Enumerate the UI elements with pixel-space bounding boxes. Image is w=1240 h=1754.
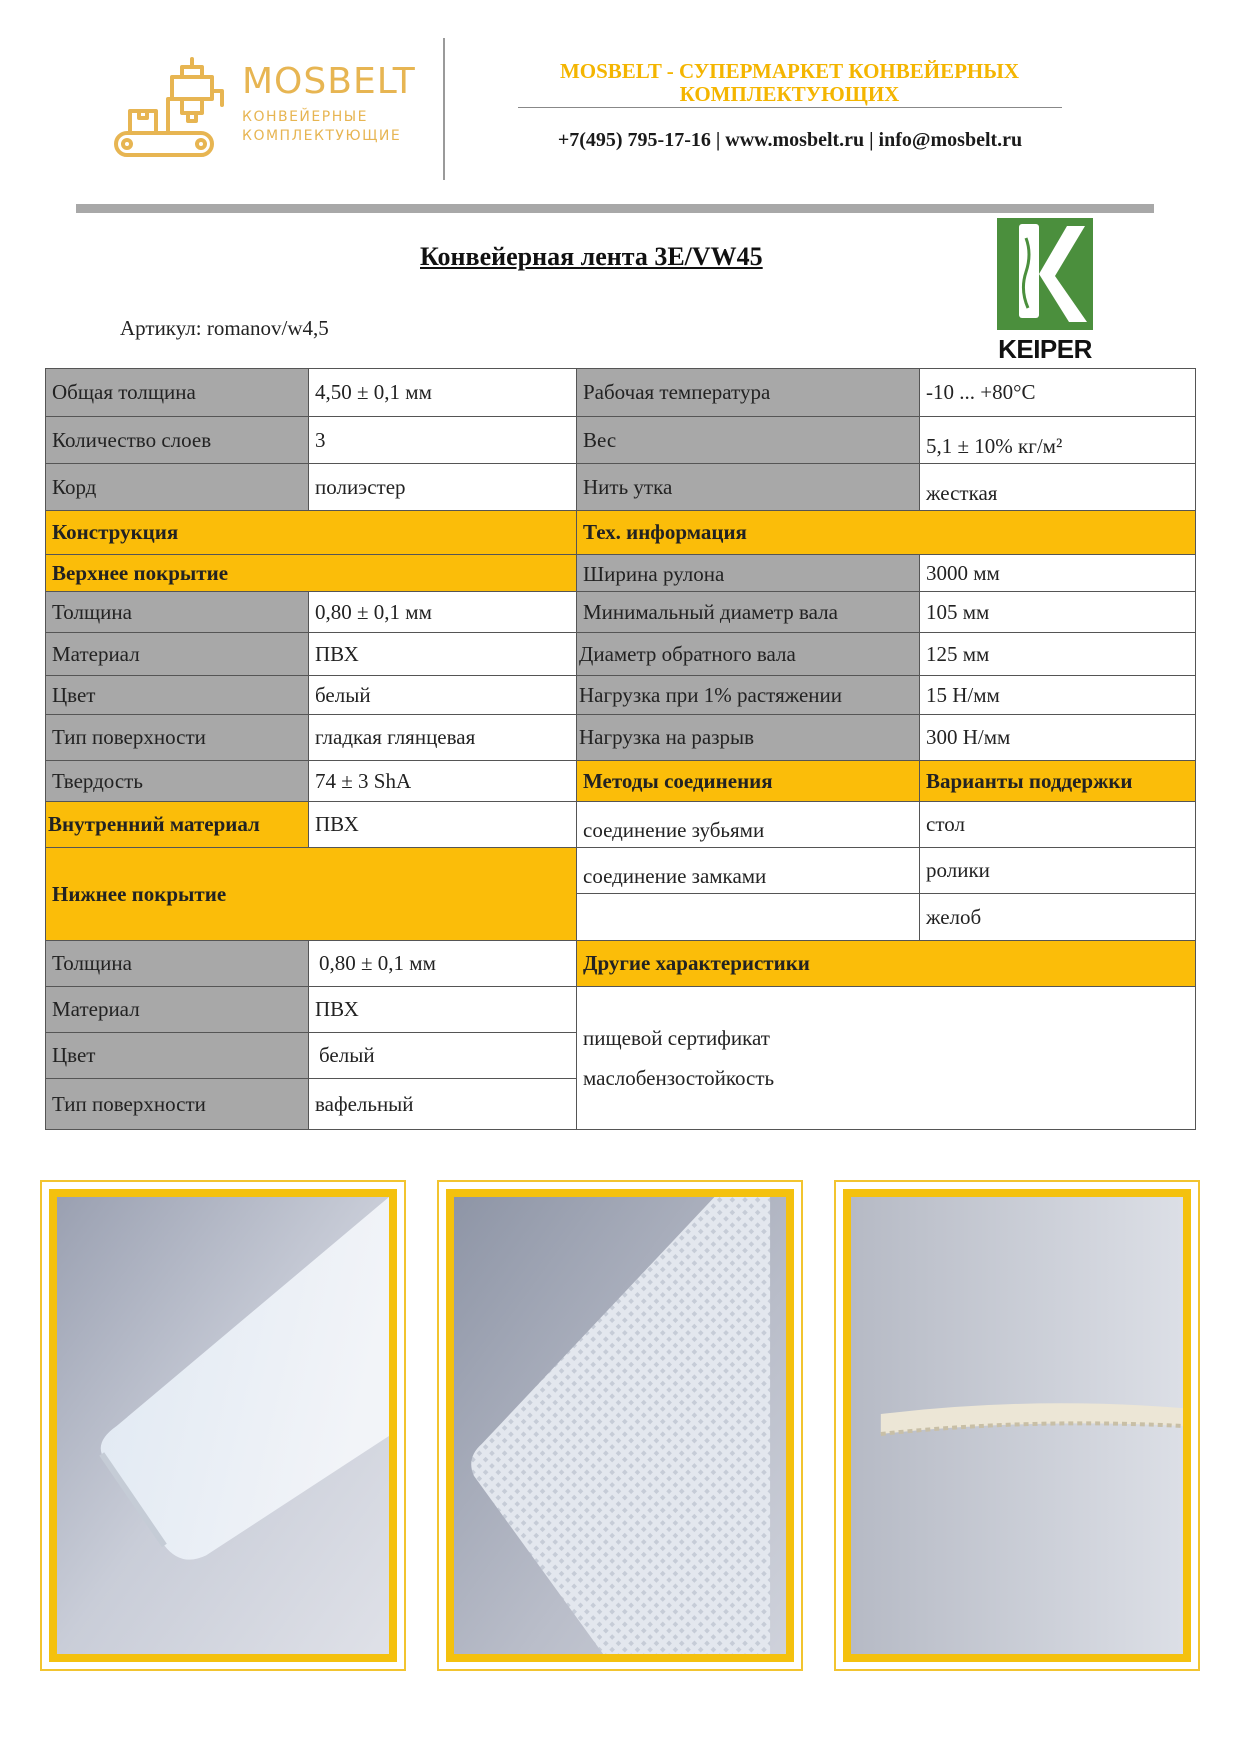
photo-belt-profile [834,1180,1200,1671]
brand-subtitle-2: КОМПЛЕКТУЮЩИЕ [242,128,402,144]
brand-name: MOSBELT [242,61,416,102]
value-back-shaft: 125 мм [919,632,1196,676]
section-top-cover: Верхнее покрытие [45,554,577,592]
photo-top-surface [40,1180,406,1671]
label-top-material: Материал [45,632,309,676]
header-slogan: MOSBELT - СУПЕРМАРКЕТ КОНВЕЙЕРНЫХ КОМПЛЕКТУЮЩИХ [559,59,1020,106]
value-load-1pct: 15 Н/мм [919,675,1196,715]
value-bottom-color: белый [308,1032,577,1079]
value-total-thickness: 4,50 ± 0,1 мм [308,368,577,417]
document-title: Конвейерная лента 3E/VW45 [420,242,763,271]
label-hardness: Твердость [45,760,309,802]
label-layers: Количество слоев [45,416,309,464]
label-top-thickness: Толщина [45,591,309,633]
label-bottom-material: Материал [45,986,309,1033]
article-number: Артикул: romanov/w4,5 [120,316,329,340]
label-bottom-thickness: Толщина [45,940,309,987]
header-contacts: +7(495) 795-17-16 | www.mosbelt.ru | info@mosbelt.ru [557,129,1023,151]
value-bottom-thickness: 0,80 ± 0,1 мм [308,940,577,987]
value-weft: жесткая [919,463,1196,511]
label-top-surface: Тип поверхности [45,714,309,761]
brand-subtitle-1: КОНВЕЙЕРНЫЕ [242,109,368,125]
section-other-chars: Другие характеристики [576,940,1196,987]
label-work-temp: Рабочая температура [576,368,920,417]
other-char-1: пищевой сертификат [583,1026,770,1050]
other-chars-list [576,986,1196,1130]
value-top-material: ПВХ [308,632,577,676]
label-inner-material: Внутренний материал [45,801,309,848]
joint-method-1: соединение зубьями [576,801,920,848]
photo-bottom-surface [437,1180,803,1671]
label-bottom-color: Цвет [45,1032,309,1079]
section-construction: Конструкция [45,510,577,555]
value-cord: полиэстер [308,463,577,511]
label-load-1pct: Нагрузка при 1% растяжении [576,675,920,715]
value-work-temp: -10 ... +80°C [919,368,1196,417]
value-bottom-material: ПВХ [308,986,577,1033]
label-top-color: Цвет [45,675,309,715]
value-hardness: 74 ± 3 ShA [308,760,577,802]
value-top-surface: гладкая глянцевая [308,714,577,761]
value-break-load: 300 Н/мм [919,714,1196,761]
joint-method-empty [576,893,920,941]
label-roll-width: Ширина рулона [576,554,920,592]
value-top-color: белый [308,675,577,715]
value-top-thickness: 0,80 ± 0,1 мм [308,591,577,633]
label-break-load: Нагрузка на разрыв [576,714,920,761]
value-weight: 5,1 ± 10% кг/м² [919,416,1196,464]
section-support-options: Варианты поддержки [919,760,1196,802]
label-cord: Корд [45,463,309,511]
keiper-wordmark: KEIPER [998,334,1092,364]
value-bottom-surface: вафельный [308,1078,577,1130]
label-weight: Вес [576,416,920,464]
support-option-1: стол [919,801,1196,848]
label-back-shaft: Диаметр обратного вала [576,632,920,676]
label-bottom-surface: Тип поверхности [45,1078,309,1130]
value-layers: 3 [308,416,577,464]
joint-method-2: соединение замками [576,847,920,894]
value-roll-width: 3000 мм [919,554,1196,592]
label-total-thickness: Общая толщина [45,368,309,417]
value-inner-material: ПВХ [308,801,577,848]
section-joint-methods: Методы соединения [576,760,920,802]
label-weft: Нить утка [576,463,920,511]
support-option-2: ролики [919,847,1196,894]
section-tech-info: Тех. информация [576,510,1196,555]
section-bottom-cover: Нижнее покрытие [45,847,577,941]
other-char-2: маслобензостойкость [583,1066,775,1090]
value-min-shaft: 105 мм [919,591,1196,633]
label-min-shaft: Минимальный диаметр вала [576,591,920,633]
support-option-3: желоб [919,893,1196,941]
